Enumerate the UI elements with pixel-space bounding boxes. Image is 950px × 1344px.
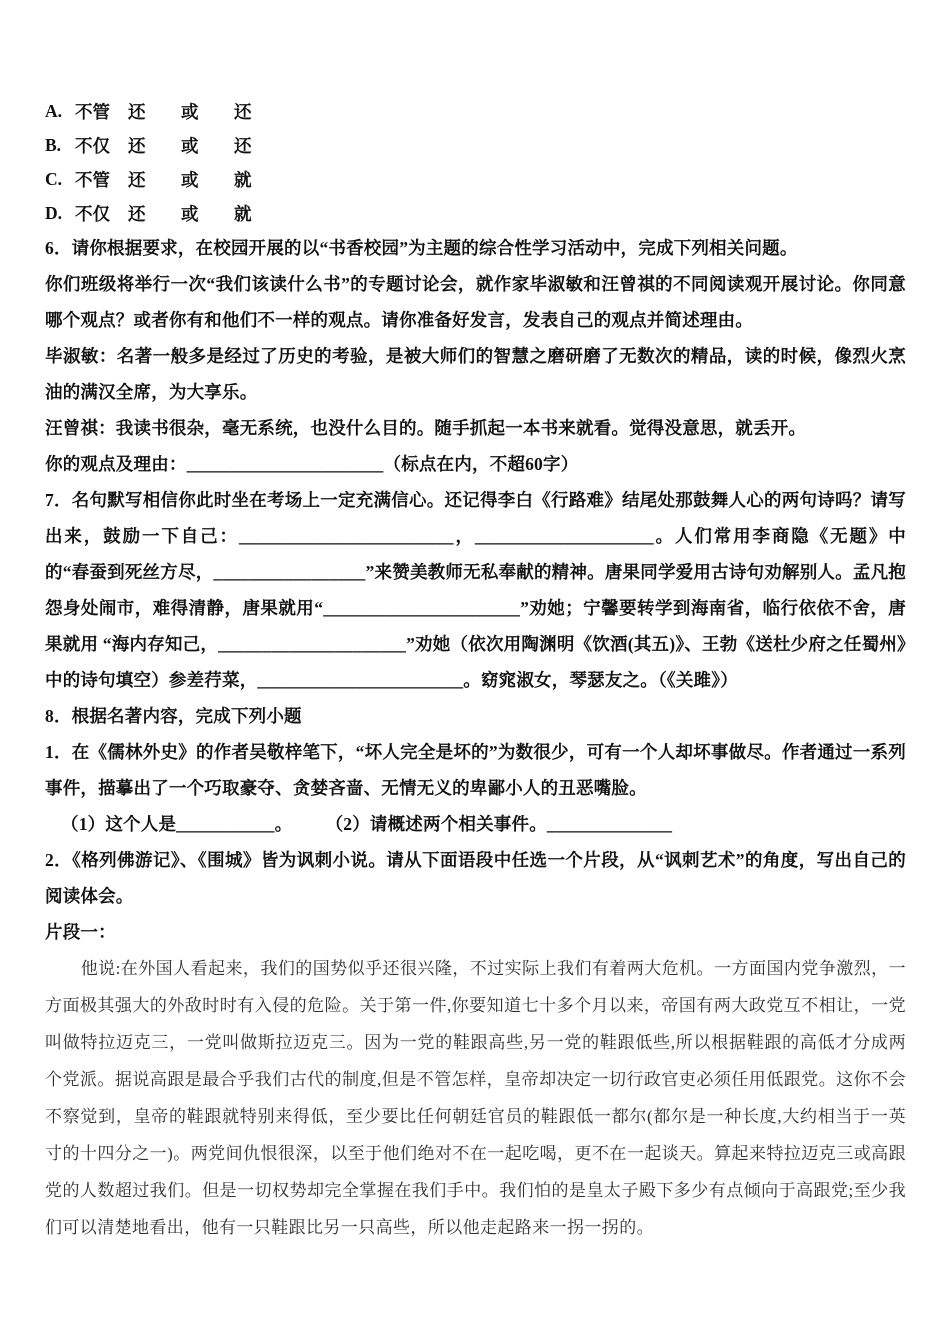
option-c-word-4: 就	[234, 169, 252, 190]
question-7-text	[45, 482, 906, 698]
option-d-word-2: 还	[128, 203, 146, 224]
question-6	[45, 230, 906, 482]
option-c-word-3: 或	[181, 169, 199, 190]
question-7-main-text: 7．名句默写相信你此时坐在考场上一定充满信心。还记得李白《行路难》结尾处那鼓舞人心的两句诗吗？请写出来，鼓励一下自己：________________________，____________________。人们常用李商隐《无题》中的“春蚕到死丝方尽，_________________”来赞美教师无私奉献的精神。唐果同学爱用古诗句劝解别人。孟凡抱怨身处闹市，难得清静，唐果就用“______________________”劝她；宁馨要转学到海南省，临行依依不舍，唐果就用 “海内存知己，_____________________”劝她（依次用陶渊明《饮酒(其五)》、王勃《送杜少府之任蜀州》中的诗句填空）参差荇菜，_______________________。	[45, 490, 906, 690]
option-b-label: B.	[45, 134, 62, 155]
option-d-label: D.	[45, 202, 63, 223]
option-b-word-2: 还	[128, 135, 146, 156]
option-c	[45, 162, 906, 196]
gulliver-passage: 他说:在外国人看起来，我们的国势似乎还很兴隆，不过实际上我们有着两大危机。一方面国内党争激烈，一方面极其强大的外敌时时有入侵的危险。关于第一件,你要知道七十多个月以来，帝国有两大政党互不相让，一党叫做特拉迈克三，一党叫做斯拉迈克三。因为一党的鞋跟高些,另一党的鞋跟低些,所以根据鞋跟的高低才分成两个党派。据说高跟是最合乎我们古代的制度,但是不管怎样，皇帝却决定一切行政官吏必须任用低跟党。这你不会不察觉到，皇帝的鞋跟就特别来得低，至少要比任何朝廷官员的鞋跟低一都尔(都尔是一种长度,大约相当于一英寸的十四分之一)。两党间仇恨很深，以至于他们绝对不在一起吃喝，更不在一起谈天。算起来特拉迈克三或高跟党的人数超过我们。但是一切权势却完全掌握在我们手中。我们怕的是皇太子殿下多少有点倾向于高跟党;至少我们可以清楚地看出，他有一只鞋跟比另一只高些，所以他走起路来一拐一拐的。	[45, 959, 906, 1237]
option-a-word-2: 还	[128, 101, 146, 122]
question-8-sub1-blanks	[45, 806, 906, 842]
fragment-one-label: 片段一：	[45, 922, 116, 942]
question-6-intro: 6．请你根据要求，在校园开展的以“书香校园”为主题的综合性学习活动中，完成下列相关问题。	[45, 238, 798, 258]
option-a	[45, 94, 906, 128]
option-d-word-1: 不仅	[75, 203, 110, 224]
option-c-word-1: 不管	[75, 169, 110, 190]
question-8-sub1: 1．在《儒林外史》的作者吴敬梓笔下，“坏人完全是坏的”为数很少，可有一个人却坏事做尽。作者通过一系列事件，描摹出了一个巧取豪夺、贪婪吝啬、无情无义的卑鄙小人的丑恶嘴脸。	[45, 742, 906, 798]
option-b-word-4: 还	[234, 135, 252, 156]
choice-options	[45, 94, 906, 230]
option-b-word-1: 不仅	[75, 135, 110, 156]
question-8-sub1-blank-2: （2）请概述两个相关事件。______________	[334, 814, 673, 834]
option-d	[45, 196, 906, 230]
option-c-label: C.	[45, 168, 63, 189]
question-6-body: 你们班级将举行一次“我们该读什么书”的专题讨论会，就作家毕淑敏和汪曾祺的不同阅读观开展讨论。你同意哪个观点？或者你有和他们不一样的观点。请你准备好发言，发表自己的观点并简述理由。	[45, 274, 906, 330]
question-8-sub1-blank-1: （1）这个人是___________。	[61, 814, 293, 834]
option-a-label: A.	[45, 100, 63, 121]
question-8-intro: 8．根据名著内容，完成下列小题	[45, 706, 302, 726]
guanju-quote: 窈窕淑女，琴瑟友之。（《关雎》）	[480, 670, 738, 690]
option-a-word-3: 或	[181, 101, 199, 122]
question-6-answer-blank: 你的观点及理由：______________________（标点在内，不超60字）	[45, 454, 579, 474]
question-6-wangzengqi-view: 汪曾祺：我读书很杂，毫无系统，也没什么目的。随手抓起一本书来就看。觉得没意思，就丢开。	[45, 418, 807, 438]
option-b-word-3: 或	[181, 135, 199, 156]
option-d-word-3: 或	[181, 203, 199, 224]
option-a-word-1: 不管	[75, 101, 110, 122]
option-b	[45, 128, 906, 162]
question-8-sub2: 2．《格列佛游记》、《围城》皆为讽刺小说。请从下面语段中任选一个片段，从“讽刺艺术”的角度，写出自己的阅读体会。	[45, 850, 906, 906]
question-8	[45, 698, 906, 1246]
option-d-word-4: 就	[234, 203, 252, 224]
question-6-bishumin-view: 毕淑敏：名著一般多是经过了历史的考验，是被大师们的智慧之磨研磨了无数次的精品，读的时候，像烈火烹油的满汉全席，为大享乐。	[45, 346, 906, 402]
question-7	[45, 482, 906, 698]
option-c-word-2: 还	[128, 169, 146, 190]
option-a-word-4: 还	[234, 101, 252, 122]
